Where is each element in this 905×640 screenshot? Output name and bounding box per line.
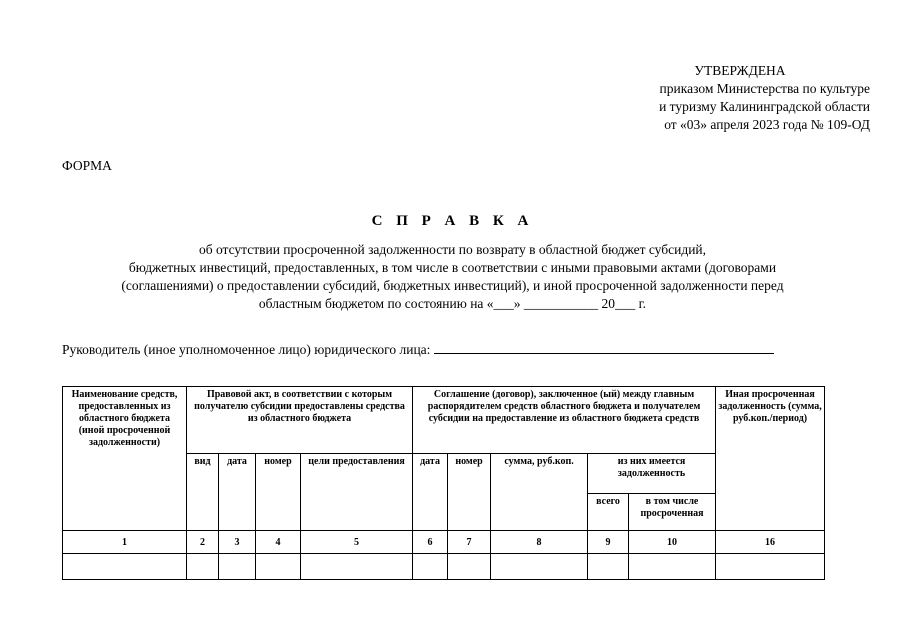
header-legal-act: Правовой акт, в соответствии с которым получателю субсидии предоставлены средства из областного бюджета bbox=[187, 387, 413, 454]
column-number: 5 bbox=[301, 531, 413, 554]
approval-line-2: и туризму Калининградской области bbox=[659, 99, 870, 114]
column-numbers-row bbox=[63, 531, 825, 554]
table-row bbox=[63, 554, 825, 580]
header-agreement: Соглашение (договор), заключенное (ый) между главным распорядителем средств областного бюджета и получателем субсидии на предоставление из областного бюджета средств bbox=[413, 387, 716, 454]
table-cell[interactable] bbox=[301, 554, 413, 580]
header-other-debt: Иная просроченная задолженность (сумма, руб.коп./период) bbox=[716, 387, 825, 531]
column-number: 1 bbox=[63, 531, 187, 554]
head-label: Руководитель (иное уполномоченное лицо) юридического лица: bbox=[62, 342, 431, 357]
header-debt-total: всего bbox=[588, 494, 629, 531]
table-cell[interactable] bbox=[629, 554, 716, 580]
table-cell[interactable] bbox=[413, 554, 448, 580]
subtitle-line-4: областным бюджетом по состоянию на «___» ___________ 20___ г. bbox=[258, 296, 647, 311]
table-cell[interactable] bbox=[63, 554, 187, 580]
column-number: 6 bbox=[413, 531, 448, 554]
column-number: 16 bbox=[716, 531, 825, 554]
debt-table bbox=[62, 386, 825, 580]
subtitle-line-2: бюджетных инвестиций, предоставленных, в том числе в соответствии с иными правовыми актами (договорами bbox=[128, 260, 777, 275]
approval-stamp bbox=[600, 62, 870, 134]
subtitle-line-3: (соглашениями) о предоставлении субсидий, бюджетных инвестиций), и иной просроченной задолженности перед bbox=[121, 278, 784, 293]
approval-line-1: приказом Министерства по культуре bbox=[659, 81, 870, 96]
column-number: 2 bbox=[187, 531, 219, 554]
header-debt-overdue: в том числе просроченная bbox=[629, 494, 716, 531]
subtitle-line-1: об отсутствии просроченной задолженности по возврату в областной бюджет субсидий, bbox=[198, 242, 707, 257]
approval-line-3: от «03» апреля 2023 года № 109-ОД bbox=[664, 117, 870, 132]
header-act-number: номер bbox=[256, 454, 301, 531]
table-cell[interactable] bbox=[448, 554, 491, 580]
column-number: 10 bbox=[629, 531, 716, 554]
column-number: 9 bbox=[588, 531, 629, 554]
table-cell[interactable] bbox=[256, 554, 301, 580]
header-agreement-sum: сумма, руб.коп. bbox=[491, 454, 588, 531]
column-number: 7 bbox=[448, 531, 491, 554]
table-cell[interactable] bbox=[187, 554, 219, 580]
header-act-type: вид bbox=[187, 454, 219, 531]
table-cell[interactable] bbox=[716, 554, 825, 580]
header-agreement-number: номер bbox=[448, 454, 491, 531]
approval-title: УТВЕРЖДЕНА bbox=[694, 63, 786, 78]
header-act-purpose: цели предоставления bbox=[301, 454, 413, 531]
table-cell[interactable] bbox=[219, 554, 256, 580]
document-title: С П Р А В К А bbox=[371, 213, 534, 229]
head-blank-field[interactable] bbox=[434, 341, 774, 354]
head-signature-line bbox=[62, 341, 774, 358]
column-number: 8 bbox=[491, 531, 588, 554]
header-debt-group: из них имеется задолженность bbox=[588, 454, 716, 494]
column-number: 3 bbox=[219, 531, 256, 554]
form-label: ФОРМА bbox=[62, 158, 112, 173]
header-agreement-date: дата bbox=[413, 454, 448, 531]
table-cell[interactable] bbox=[588, 554, 629, 580]
header-name-of-funds: Наименование средств, предоставленных из областного бюджета (иной просроченной задолженности) bbox=[63, 387, 187, 531]
document-subtitle bbox=[80, 241, 825, 313]
header-act-date: дата bbox=[219, 454, 256, 531]
column-number: 4 bbox=[256, 531, 301, 554]
table-cell[interactable] bbox=[491, 554, 588, 580]
